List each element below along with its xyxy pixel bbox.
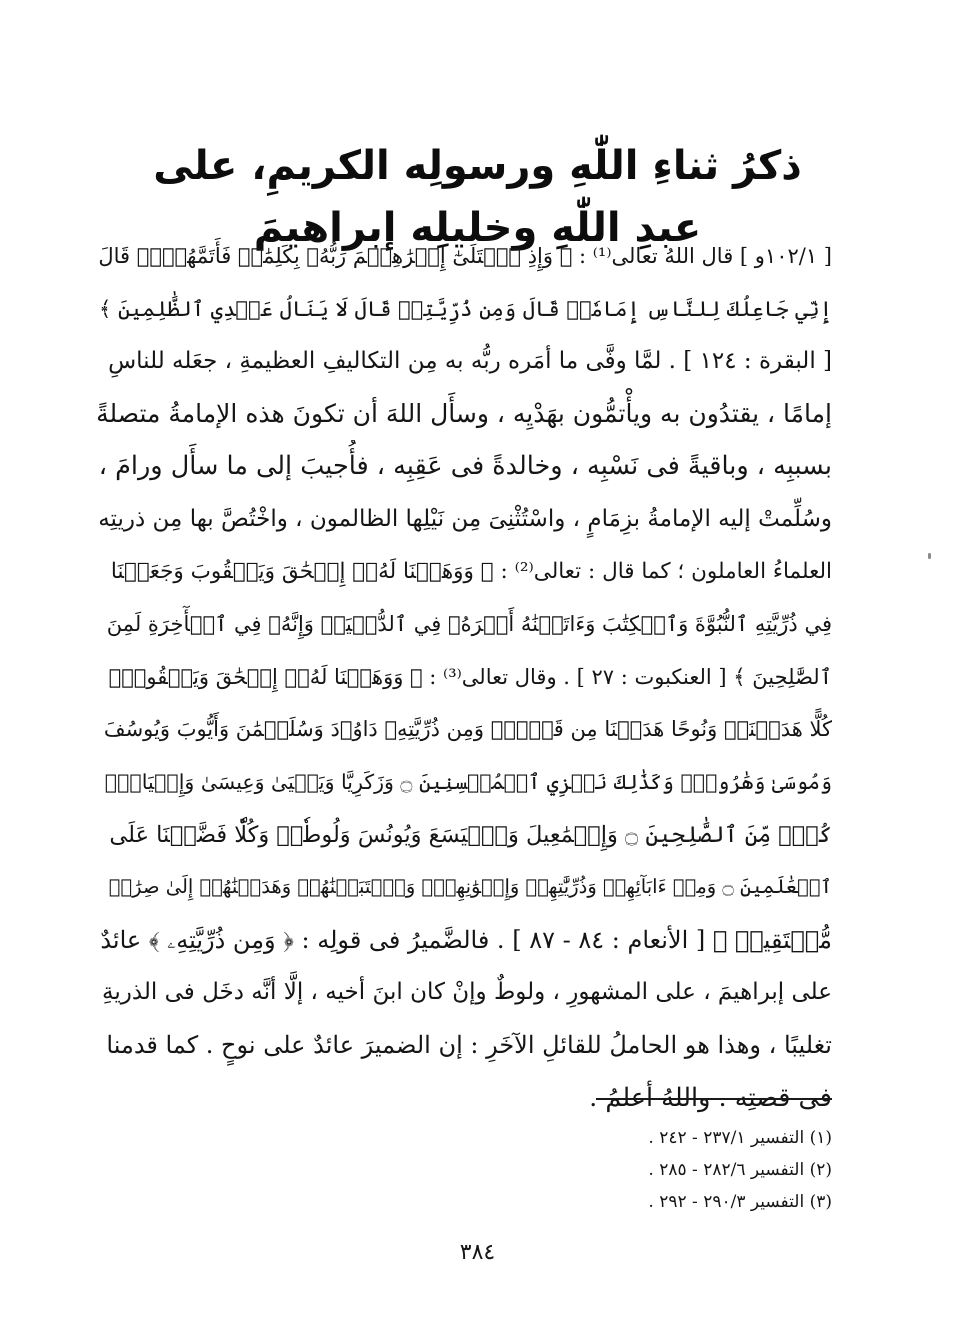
page-number: ٣٨٤ [459,1240,496,1265]
body-line: وسُلِّمتْ إليه الإمامةُ بزِمَامٍ ، واسْتُثْنِىَ مِن نَيْلِها الظالمون ، واخْتُصَّ بها مِن ذريتِه [98,505,832,532]
body-line: فِي ذُرِّيَّتِهِ ٱلنُّبُوَّةَ وَٱلۡكِتَٰبَ وَءَاتَيۡنَٰهُ أَجۡرَهُۥ فِي ٱلدُّنۡيَاۖ وَإِنَّهُۥ فِي ٱلۡأٓخِرَةِ لَمِنَ [106,612,832,637]
body-text [96,230,832,1124]
body-line: على إبراهيمَ ، على المشهورِ ، ولوطٌ وإنْ كان ابنَ أخيه ، إلَّا أنَّه دخَل فى الذريةِ [102,979,832,1006]
body-line: وَمُوسَىٰ وَهَٰرُونَۚ وَكَذَٰلِكَ نَجۡزِي ٱلۡمُحۡسِنِينَ ۝ وَزَكَرِيَّا وَيَحۡيَىٰ وَعِيسَىٰ وَإِلۡيَاسَۖ [104,769,832,794]
title-line-2: عبدِ اللّٰهِ وخليلِه إبراهيمَ [253,204,702,251]
body-line: [ ١٠٢/١و ] قال اللهُ تعالى⁽¹⁾ : ﴿ وَإِذِ ٱبۡتَلَىٰٓ إِبۡرَٰهِـۧمَ رَبُّهُۥ بِكَلِمَٰتٖ فَأَتَمَّهُنَّۖ قَالَ [98,244,832,268]
footnotes [420,1122,832,1218]
body-line: كُلًّا هَدَيۡنَاۚ وَنُوحًا هَدَيۡنَا مِن قَبۡلُۖ وَمِن ذُرِّيَّتِهِۦ دَاوُۥدَ وَسُلَيۡمَٰنَ وَأَيُّوبَ وَيُوسُفَ [103,717,832,742]
body-line: [ البقرة : ١٢٤ ] . لمَّا وفَّى ما أمَره ربُّه به مِن التكاليفِ العظيمةِ ، جعَله للناسِ [108,348,832,375]
body-line: مُّسۡتَقِيمٖ ﴾ [ الأنعام : ٨٤ - ٨٧ ] . فالضَّميرُ فى قولِه : ﴿ وَمِن ذُرِّيَّتِهِۦ ﴾ عائدٌ [100,925,832,954]
body-line: ٱلۡعَٰلَمِينَ ۝ وَمِنۡ ءَابَآئِهِمۡ وَذُرِّيَّٰتِهِمۡ وَإِخۡوَٰنِهِمۡۖ وَٱجۡتَبَيۡنَٰهُمۡ وَهَدَيۡنَٰهُمۡ إِلَىٰ صِرَٰطٖ [108,875,832,899]
title-line-1: ذكرُ ثناءِ اللّٰهِ ورسولِه الكريمِ، على [153,142,802,189]
footnote-separator [596,1098,832,1100]
footnote-item: (٣) التفسير ٢٩٠/٣ - ٢٩٢ . [648,1192,832,1212]
body-line: فى قصتِه . واللهُ أعلمُ . [589,1082,832,1113]
body-line: ٱلصَّٰلِحِينَ ﴾ [ العنكبوت : ٢٧ ] . وقال تعالى⁽³⁾ : ﴿ وَوَهَبۡنَا لَهُۥٓ إِسۡحَٰقَ وَيَعۡقُوبَۚ [108,664,832,689]
body-line: العلماءُ العاملون ؛ كما قال : تعالى⁽²⁾ : ﴿ وَوَهَبۡنَا لَهُۥٓ إِسۡحَٰقَ وَيَعۡقُوبَ وَجَعَلۡنَا [110,558,832,584]
footnote-item: (١) التفسير ٢٣٧/١ - ٢٤٢ . [648,1128,832,1148]
body-line: إمامًا ، يقتدُون به ويأْتمُّون بهَدْيِه ، وسأَل اللهَ أن تكونَ هذه الإمامةُ متصلةً [96,398,832,428]
body-line: إِنِّي جَاعِلُكَ لِلنَّاسِ إِمَامٗاۖ قَالَ وَمِن ذُرِّيَّتِيۖ قَالَ لَا يَنَالُ عَهۡدِي ٱلظَّٰلِمِينَ ﴾ [99,296,832,321]
scan-speck [928,553,931,559]
body-line: كُلّٞ مِّنَ ٱلصَّٰلِحِينَ ۝ وَإِسۡمَٰعِيلَ وَٱلۡيَسَعَ وَيُونُسَ وَلُوطٗاۚ وَكُلّٗا فَضَّلۡنَا عَلَى [109,821,832,848]
body-line: بسببِه ، وباقيةً فى نَسْبِه ، وخالدةً فى عَقِبِه ، فأُجيبَ إلى ما سأَل ورامَ ، [98,451,832,482]
footnote-item: (٢) التفسير ٢٨٢/٦ - ٢٨٥ . [648,1160,832,1180]
body-line: تغليبًا ، وهذا هو الحاملُ للقائلِ الآخَرِ : إن الضميرَ عائدٌ على نوحٍ . كما قدمنا [106,1030,832,1059]
